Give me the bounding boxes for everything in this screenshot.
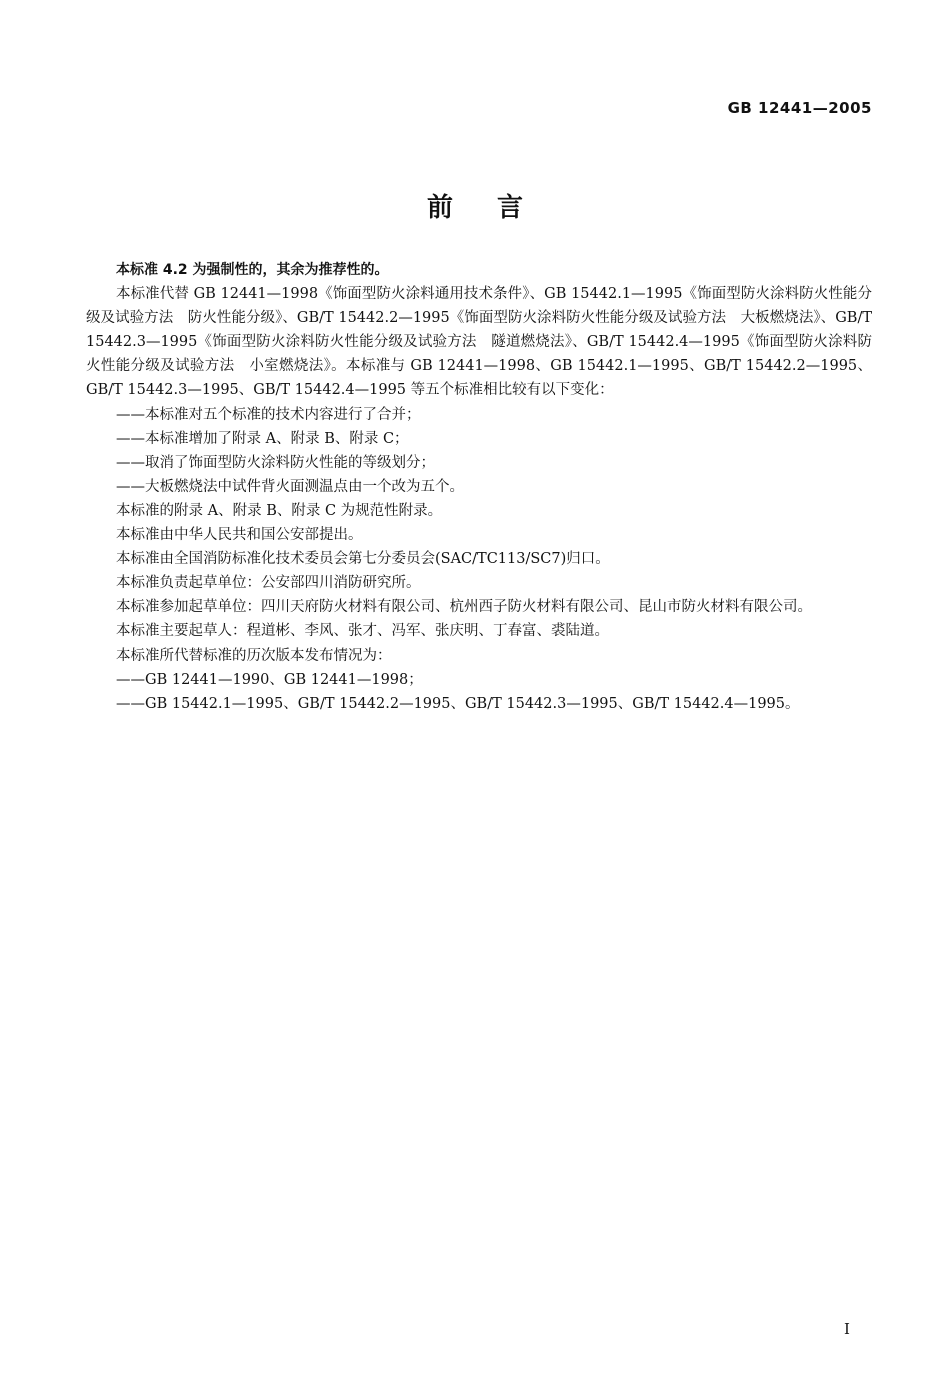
history-item-gb15442: ——GB 15442.1—1995、GB/T 15442.2—1995、GB/T 15442.3—1995、GB/T 15442.4—1995。 xyxy=(116,695,800,712)
paragraph-lead-drafter: 本标准负责起草单位：公安部四川消防研究所。 xyxy=(116,575,421,592)
paragraph-participating-drafters: 本标准参加起草单位：四川天府防火材料有限公司、杭州西子防火材料有限公司、昆山市防火材料有限公司。 xyxy=(116,599,812,616)
paragraph-main-drafters: 本标准主要起草人：程道彬、李风、张才、冯军、张庆明、丁春富、裘陆道。 xyxy=(116,623,609,640)
page-number: I xyxy=(844,1320,850,1338)
paragraph-replacement: 本标准代替 GB 12441—1998《饰面型防火涂料通用技术条件》、GB 15442.1—1995《饰面型防火涂料防火性能分级及试验方法 防火性能分级》、GB/T 15442.2—1995《饰面型防火涂料防火性能分级及试验方法 大板燃烧法》、GB/T 15442.3—1995《饰面型防火涂料防火性能分级及试验方法 隧道燃烧法》、GB/T 15442.4—1995《饰面型防火涂料防火性能分级及试验方法 小室燃烧法》。本标准与 GB 12441—1998、GB 15442.1—1995、GB/T 15442.2—1995、GB/T 15442.3—1995、GB/T 15442.4—1995 等五个标准相比较有以下变化： xyxy=(86,286,872,399)
change-item-merge: ——本标准对五个标准的技术内容进行了合并； xyxy=(116,406,421,423)
change-item-annexes: ——本标准增加了附录 A、附录 B、附录 C； xyxy=(116,430,409,447)
paragraph-mandatory-clause: 本标准 4.2 为强制性的，其余为推荐性的。 xyxy=(116,262,389,278)
change-item-grading: ——取消了饰面型防火涂料防火性能的等级划分； xyxy=(116,454,435,471)
change-item-measuring-points: ——大板燃烧法中试件背火面测温点由一个改为五个。 xyxy=(116,478,464,495)
body-text xyxy=(86,258,872,716)
standard-number: GB 12441—2005 xyxy=(727,99,872,117)
page-title: 前言 xyxy=(426,193,567,223)
history-item-gb12441: ——GB 12441—1990、GB 12441—1998； xyxy=(116,671,423,688)
paragraph-technical-committee: 本标准由全国消防标准化技术委员会第七分委员会(SAC/TC113/SC7)归口。 xyxy=(116,551,610,568)
paragraph-normative-annexes: 本标准的附录 A、附录 B、附录 C 为规范性附录。 xyxy=(116,502,443,519)
paragraph-proposer: 本标准由中华人民共和国公安部提出。 xyxy=(116,527,363,544)
paragraph-version-history: 本标准所代替标准的历次版本发布情况为： xyxy=(116,647,392,664)
